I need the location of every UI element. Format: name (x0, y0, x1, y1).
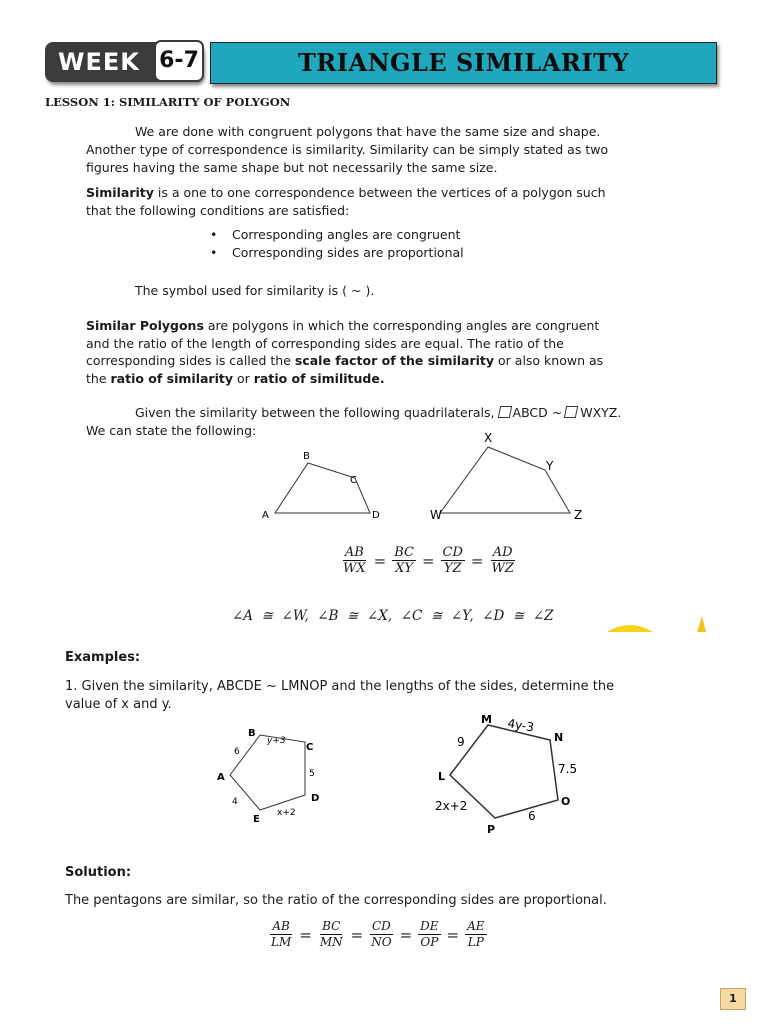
side-length-label: 2x+2 (435, 799, 468, 813)
equals-sign: = (299, 925, 312, 944)
equals-sign: = (373, 551, 387, 570)
equals-sign: = (399, 925, 413, 944)
example-1-line-1: 1. Given the similarity, ABCDE ~ LMNOP and the lengths of the sides, determine the (65, 679, 615, 694)
vertex-label: B (248, 728, 256, 739)
ratio-of-similitude-term: ratio of similitude. (253, 371, 385, 386)
vertex-label: C (306, 742, 314, 753)
ratio-fraction (418, 919, 440, 950)
decorative-shape (605, 612, 715, 634)
equals-sign: = (446, 925, 460, 944)
vertex-label: D (311, 793, 320, 804)
fraction-numerator: AB (272, 919, 290, 933)
week-label: WEEK (58, 48, 140, 76)
quad-abcd: ABCD (512, 405, 548, 420)
vertex-label: C (350, 475, 357, 486)
fraction-numerator: AB (344, 545, 364, 560)
side-length-label: 4 (232, 797, 238, 807)
ratio-fraction (318, 919, 345, 950)
solution-heading: Solution: (65, 865, 132, 880)
equals-sign: = (421, 551, 435, 570)
solution-line: The pentagons are similar, so the ratio of the corresponding sides are proportional. (65, 893, 607, 908)
angle-congruences: ∠A ≅ ∠W, ∠B ≅ ∠X, ∠C ≅ ∠Y, ∠D ≅ ∠Z (232, 608, 554, 624)
vertex-label: E (253, 814, 260, 825)
similar-polygons-line-3 (86, 352, 603, 369)
side-length-label: x+2 (277, 808, 296, 818)
examples-heading: Examples: (65, 650, 141, 665)
vertex-label: P (487, 823, 496, 836)
text-span: corresponding sides is called the (86, 353, 295, 368)
similar-polygons-line-4 (86, 370, 385, 387)
vertex-label: N (554, 731, 564, 744)
ratio-fraction (341, 545, 368, 576)
vertex-label: A (262, 510, 269, 521)
definition-line-2: that the following conditions are satisfied: (86, 203, 350, 218)
side-length-label: 6 (234, 747, 240, 757)
vertex-label: A (217, 772, 225, 783)
fraction-denominator: WX (343, 561, 366, 576)
vertex-label: L (438, 770, 446, 783)
fraction-numerator: BC (322, 919, 341, 933)
condition-item: • Corresponding angles are congruent (232, 227, 460, 242)
fraction-denominator: LP (467, 935, 484, 949)
similar-polygons-line-1 (86, 317, 599, 334)
ratio-fraction (441, 545, 465, 576)
fraction-denominator: LM (271, 935, 292, 949)
vertex-label: W (430, 508, 442, 522)
fraction-numerator: AD (492, 545, 513, 560)
text-span: or also known as (494, 353, 604, 368)
fraction-denominator: YZ (443, 561, 462, 576)
fraction-denominator: WZ (491, 561, 514, 576)
definition-text: is a one to one correspondence between the vertices of a polygon such (153, 185, 606, 200)
side-length-label: 7.5 (558, 762, 578, 776)
vertex-label: Z (574, 508, 583, 522)
pentagon-abcde-shape (230, 735, 305, 810)
vertex-label: B (303, 451, 310, 462)
quad-wxyz-shape (440, 447, 570, 513)
text-span: Given the similarity between the following quadrilaterals, (135, 405, 495, 420)
page-title: TRIANGLE SIMILARITY (210, 42, 717, 84)
intro-line-1: We are done with congruent polygons that have the same size and shape. (135, 124, 601, 139)
equals-sign: = (470, 551, 484, 570)
fraction-numerator: AE (467, 919, 485, 933)
ratio-of-similarity-term: ratio of similarity (110, 371, 234, 386)
vertex-label: Y (546, 459, 554, 473)
text-span: the (86, 371, 111, 386)
fraction-denominator: MN (319, 935, 343, 949)
similar-polygons-line-2: and the ratio of the length of corresponding sides are equal. The ratio of the (86, 336, 564, 351)
quadrilateral-figures (250, 425, 610, 525)
vertex-label: M (481, 713, 492, 726)
intro-line-3: figures having the same shape but not necessarily the same size. (86, 160, 498, 175)
ratio-fraction (465, 919, 486, 950)
fraction-denominator: XY (395, 561, 413, 576)
side-length-label: 4y-3 (506, 716, 536, 735)
side-length-label: 5 (309, 769, 315, 779)
vertex-label: O (561, 795, 571, 808)
ratio-fraction (392, 545, 416, 576)
example-1-line-2: value of x and y. (65, 697, 172, 712)
symbol-sentence: The symbol used for similarity is ( ~ ). (135, 283, 375, 298)
pentagon-ratio-equation (266, 919, 490, 950)
week-number: 6-7 (154, 40, 204, 82)
side-length-label: y+3 (267, 736, 286, 746)
fraction-denominator: OP (420, 935, 439, 949)
scale-factor-term: scale factor of the similarity (294, 353, 495, 368)
fraction-numerator: CD (442, 545, 463, 560)
definition-line-1 (86, 184, 606, 201)
fraction-numerator: CD (371, 919, 391, 933)
intro-line-2: Another type of correspondence is similarity. Similarity can be simply stated as two (86, 142, 609, 157)
text-span: or (233, 371, 254, 386)
definition-term: Similarity (86, 185, 154, 200)
fraction-numerator: DE (420, 919, 439, 933)
pentagon-figures (210, 710, 610, 845)
quadrilateral-symbol-icon (497, 406, 512, 418)
similar-polygons-term: Similar Polygons (86, 318, 204, 333)
quad-ratio-equation (338, 545, 519, 576)
ratio-fraction (269, 919, 293, 950)
side-length-label: 9 (457, 735, 465, 749)
fraction-numerator: BC (394, 545, 414, 560)
decorative-yellow-arc (607, 625, 653, 632)
quad-wxyz: WXYZ. (580, 405, 622, 420)
similar-symbol: ~ (551, 405, 563, 420)
quadrilateral-symbol-icon (564, 406, 579, 418)
condition-item: • Corresponding sides are proportional (232, 245, 464, 260)
decorative-yellow-wedge (697, 616, 706, 632)
similar-polygons-text: are polygons in which the corresponding angles are congruent (203, 318, 600, 333)
quad-abcd-shape (275, 463, 370, 513)
fraction-denominator: NO (371, 935, 392, 949)
equals-sign: = (350, 925, 364, 944)
side-length-label: 6 (528, 809, 536, 823)
page-number: 1 (720, 988, 746, 1010)
vertex-label: D (372, 510, 380, 521)
given-line-2: We can state the following: (86, 423, 257, 438)
ratio-fraction (489, 545, 515, 576)
vertex-label: X (484, 431, 493, 445)
ratio-fraction (369, 919, 393, 950)
lesson-title: LESSON 1: SIMILARITY OF POLYGON (45, 95, 291, 109)
given-line-1 (135, 404, 621, 421)
